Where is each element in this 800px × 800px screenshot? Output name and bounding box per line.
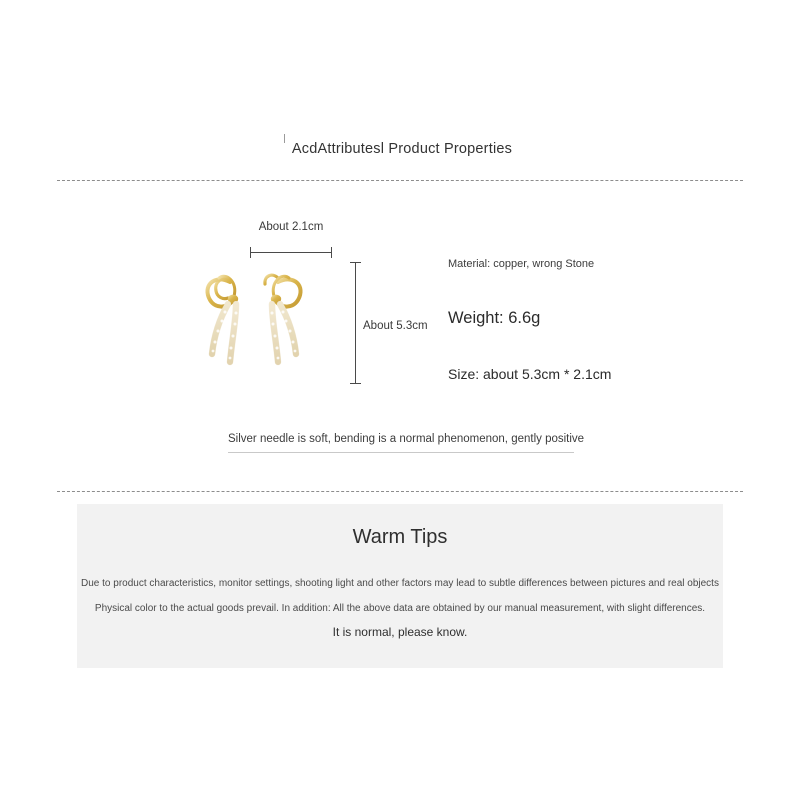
warm-tips-line-3: It is normal, please know.	[332, 625, 468, 639]
height-measure-bar	[350, 262, 360, 384]
width-measure-label: About 2.1cm	[258, 221, 324, 233]
earring-left	[207, 276, 238, 362]
height-measure-label: About 5.3cm	[363, 320, 428, 332]
height-cap-bottom	[350, 383, 361, 384]
width-cap-right	[331, 247, 332, 258]
divider-top	[57, 180, 743, 181]
earrings-illustration	[186, 258, 336, 393]
spec-size: Size: about 5.3cm * 2.1cm	[448, 366, 612, 382]
height-line	[355, 262, 356, 384]
spec-material: Material: copper, wrong Stone	[448, 258, 595, 270]
width-measure-bar	[250, 247, 332, 257]
product-note-underline	[228, 452, 574, 453]
divider-bottom	[57, 491, 743, 492]
warm-tips-title: Warm Tips	[352, 526, 448, 548]
earring-right	[265, 275, 301, 362]
product-note: Silver needle is soft, bending is a normal phenomenon, gently positive	[228, 433, 585, 445]
width-line	[250, 252, 332, 253]
product-image-bow-earrings	[186, 258, 336, 393]
title-tick-mark	[284, 134, 285, 143]
page-title-row	[0, 140, 800, 158]
warm-tips-line-2: Physical color to the actual goods prevail. In addition: All the above data are obtained by our manual measurement, with slight differences.	[94, 603, 706, 614]
spec-weight: Weight: 6.6g	[448, 309, 541, 327]
page-title: AcdAttributesl Product Properties	[291, 141, 513, 157]
warm-tips-panel	[77, 504, 723, 668]
warm-tips-line-1: Due to product characteristics, monitor settings, shooting light and other factors may lead to subtle differences between pictures and real objects	[81, 578, 719, 589]
